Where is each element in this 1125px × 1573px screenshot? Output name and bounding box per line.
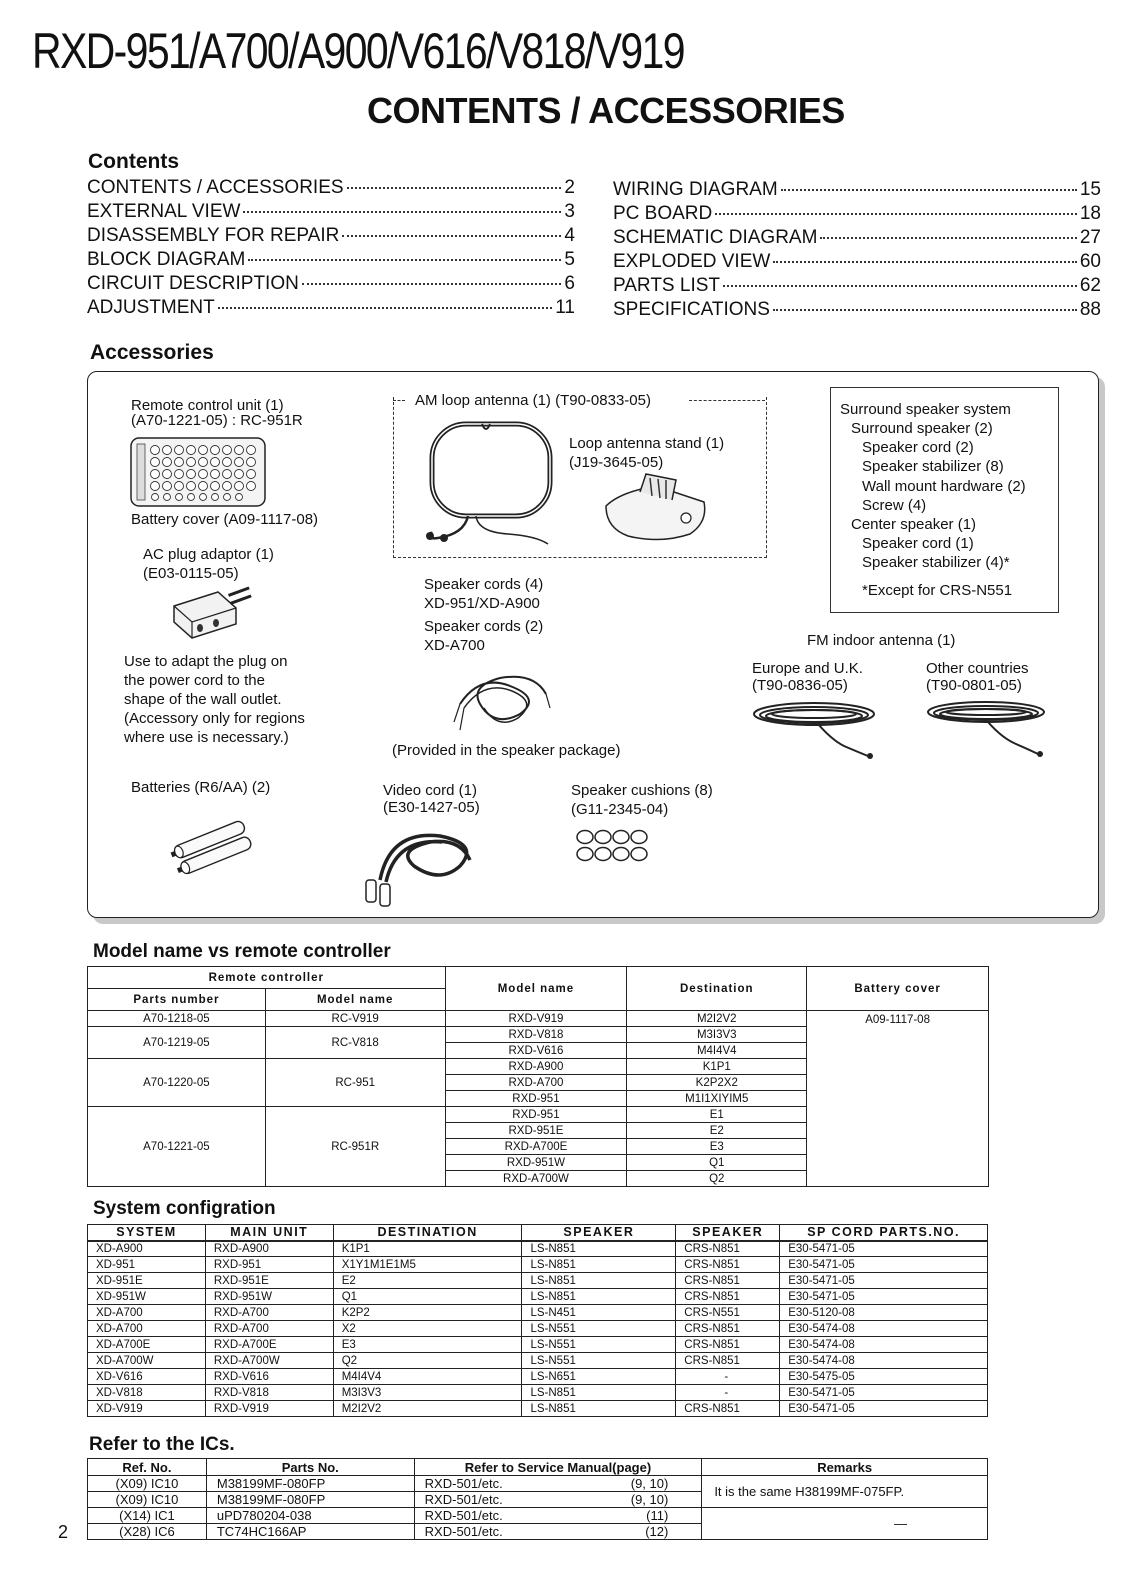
cell: Q1: [333, 1289, 522, 1305]
ac-plug-label: AC plug adaptor (1): [143, 546, 274, 563]
ac-note-line: (Accessory only for regions: [124, 710, 305, 727]
cell: CRS-N551: [676, 1305, 780, 1321]
model-cell: RXD-A900: [445, 1059, 627, 1075]
remote-group-header: Remote controller: [88, 967, 446, 989]
loop-stand-part: (J19-3645-05): [569, 454, 664, 471]
toc-leader: [302, 283, 562, 285]
cell: LS-N651: [522, 1369, 676, 1385]
cell: CRS-N851: [676, 1337, 780, 1353]
toc-leader: [248, 259, 561, 261]
toc-label: CONTENTS / ACCESSORIES: [87, 177, 344, 198]
cell: XD-V616: [88, 1369, 206, 1385]
battery-cover-cell: A09-1117-08: [807, 1011, 989, 1187]
model-name-header: Model name: [445, 967, 627, 1011]
system-configuration-table: [87, 1224, 988, 1417]
toc-page: 3: [564, 201, 575, 222]
accessories-heading: Accessories: [90, 341, 214, 364]
toc-page: 5: [564, 249, 575, 270]
cell: RXD-951: [205, 1257, 333, 1273]
cell: Q2: [333, 1353, 522, 1369]
speaker-cords-line: XD-951/XD-A900: [424, 595, 540, 612]
provided-note: (Provided in the speaker package): [392, 742, 621, 759]
cell: LS-N851: [522, 1273, 676, 1289]
toc-page: 18: [1079, 203, 1101, 224]
toc-leader: [715, 213, 1077, 215]
toc-item: [613, 227, 1101, 249]
table-row: [88, 1305, 988, 1321]
cell: K1P1: [333, 1241, 522, 1257]
toc-page: 11: [555, 297, 575, 318]
model-cell: RXD-951: [445, 1091, 627, 1107]
toc-label: SPECIFICATIONS: [613, 299, 770, 320]
cell: E30-5471-05: [780, 1385, 988, 1401]
remote-controller-table: [87, 966, 989, 1187]
cell: E30-5471-05: [780, 1257, 988, 1273]
cell: RXD-951E: [205, 1273, 333, 1289]
remote-model-cell: RC-V919: [265, 1011, 445, 1027]
cell: LS-N851: [522, 1257, 676, 1273]
model-cell: RXD-V919: [445, 1011, 627, 1027]
cell: E30-5471-05: [780, 1273, 988, 1289]
speaker-cords-illustration: [450, 664, 554, 736]
surround-line: Wall mount hardware (2): [862, 478, 1026, 495]
part-cell: M38199MF-080FP: [206, 1476, 414, 1492]
ref-cell: (X14) IC1: [88, 1508, 207, 1524]
am-loop-antenna-illustration: [418, 420, 558, 550]
table-row: [88, 1385, 988, 1401]
remote-model-cell: RC-951: [265, 1059, 445, 1107]
ic-reference-table: [87, 1458, 988, 1540]
cell: CRS-N851: [676, 1273, 780, 1289]
col-header: SYSTEM: [88, 1225, 206, 1241]
cell: XD-A700E: [88, 1337, 206, 1353]
table-row: [88, 1353, 988, 1369]
manual-page: (9, 10): [630, 1492, 669, 1507]
toc-leader: [781, 189, 1077, 191]
toc-leader: [723, 285, 1077, 287]
remote-model-cell: RC-951R: [265, 1107, 445, 1187]
toc-item: [87, 273, 575, 295]
cell: LS-N451: [522, 1305, 676, 1321]
cell: E30-5474-08: [780, 1321, 988, 1337]
destination-cell: Q1: [627, 1155, 807, 1171]
system-table-heading: System configration: [93, 1198, 276, 1219]
cell: XD-A700: [88, 1305, 206, 1321]
toc-item: [87, 201, 575, 223]
am-antenna-label: AM loop antenna (1) (T90-0833-05): [415, 392, 651, 409]
cell: CRS-N851: [676, 1401, 780, 1417]
surround-line: Speaker stabilizer (4)*: [862, 554, 1010, 571]
model-cell: RXD-951E: [445, 1123, 627, 1139]
toc-item: [87, 177, 575, 199]
cell: M3I3V3: [333, 1385, 522, 1401]
cell: RXD-A700W: [205, 1353, 333, 1369]
destination-cell: E3: [627, 1139, 807, 1155]
remote-table-heading: Model name vs remote controller: [93, 941, 391, 962]
contents-heading: Contents: [88, 150, 179, 173]
destination-cell: M1I1XIYIM5: [627, 1091, 807, 1107]
cell: XD-V818: [88, 1385, 206, 1401]
surround-line: Surround speaker (2): [851, 420, 993, 437]
manual-cell: [414, 1524, 702, 1540]
video-cord-part: (E30-1427-05): [383, 799, 480, 816]
cell: XD-951W: [88, 1289, 206, 1305]
model-cell: RXD-A700: [445, 1075, 627, 1091]
col-header: SPEAKER: [522, 1225, 676, 1241]
manual-cell: [414, 1492, 702, 1508]
remote-part-cell: A70-1220-05: [88, 1059, 266, 1107]
destination-cell: E2: [627, 1123, 807, 1139]
cell: RXD-A700: [205, 1321, 333, 1337]
toc-label: WIRING DIAGRAM: [613, 179, 778, 200]
manual-name: RXD-501/etc.: [424, 1492, 503, 1507]
table-row: [88, 1273, 988, 1289]
cushions-part: (G11-2345-04): [571, 801, 669, 818]
toc-label: ADJUSTMENT: [87, 297, 215, 318]
fm-europe-part: (T90-0836-05): [752, 677, 848, 694]
toc-page: 15: [1079, 179, 1101, 200]
fm-other-part: (T90-0801-05): [926, 677, 1022, 694]
model-cell: RXD-951W: [445, 1155, 627, 1171]
toc-label: EXPLODED VIEW: [613, 251, 771, 272]
cell: LS-N851: [522, 1241, 676, 1257]
table-row: [88, 1241, 988, 1257]
cell: E3: [333, 1337, 522, 1353]
table-row: [88, 1011, 989, 1027]
toc-page: 60: [1079, 251, 1101, 272]
cell: RXD-A900: [205, 1241, 333, 1257]
model-cell: RXD-V818: [445, 1027, 627, 1043]
loop-antenna-stand-illustration: [600, 468, 712, 546]
ic-table-heading: Refer to the ICs.: [89, 1434, 235, 1455]
ref-cell: (X09) IC10: [88, 1492, 207, 1508]
cell: M4I4V4: [333, 1369, 522, 1385]
cell: XD-A700W: [88, 1353, 206, 1369]
loop-stand-label: Loop antenna stand (1): [569, 435, 725, 452]
table-row: [88, 1321, 988, 1337]
cell: E30-5471-05: [780, 1289, 988, 1305]
cell: RXD-A700: [205, 1305, 333, 1321]
cell: RXD-V616: [205, 1369, 333, 1385]
toc-label: PC BOARD: [613, 203, 713, 224]
remote-part-cell: A70-1218-05: [88, 1011, 266, 1027]
surround-line: Speaker stabilizer (8): [862, 458, 1004, 475]
ac-note-line: where use is necessary.): [124, 729, 289, 746]
cell: LS-N851: [522, 1385, 676, 1401]
cell: E30-5471-05: [780, 1241, 988, 1257]
speaker-cords-line: Speaker cords (4): [424, 576, 544, 593]
cell: CRS-N851: [676, 1289, 780, 1305]
toc-item: [87, 297, 575, 319]
toc-page: 2: [564, 177, 575, 198]
fm-antenna-other-illustration: [922, 694, 1062, 762]
toc-leader: [218, 307, 553, 309]
cell: -: [676, 1369, 780, 1385]
parts-number-header: Parts number: [88, 989, 266, 1011]
destination-header: Destination: [627, 967, 807, 1011]
toc-page: 88: [1079, 299, 1101, 320]
battery-cover-header: Battery cover: [807, 967, 989, 1011]
model-cell: RXD-V616: [445, 1043, 627, 1059]
toc-label: SCHEMATIC DIAGRAM: [613, 227, 818, 248]
batteries-illustration: [166, 820, 262, 876]
model-header: RXD-951/A700/A900/V616/V818/V919: [32, 23, 684, 79]
remote-part-cell: A70-1221-05: [88, 1107, 266, 1187]
dashed-segment: [689, 400, 765, 401]
toc-page: 4: [564, 225, 575, 246]
model-cell: RXD-A700W: [445, 1171, 627, 1187]
cell: RXD-V919: [205, 1401, 333, 1417]
toc-leader: [773, 261, 1077, 263]
batteries-label: Batteries (R6/AA) (2): [131, 779, 271, 796]
table-row: [88, 1337, 988, 1353]
col-header: Ref. No.: [88, 1459, 207, 1476]
speaker-cushions-illustration: [576, 828, 648, 864]
toc-item: [613, 251, 1101, 273]
surround-line: Screw (4): [862, 497, 927, 514]
ref-cell: (X09) IC10: [88, 1476, 207, 1492]
cell: CRS-N851: [676, 1353, 780, 1369]
model-cell: RXD-A700E: [445, 1139, 627, 1155]
toc-item: [613, 275, 1101, 297]
cell: X1Y1M1E1M5: [333, 1257, 522, 1273]
table-row: [88, 1289, 988, 1305]
col-header: MAIN UNIT: [205, 1225, 333, 1241]
cell: RXD-V818: [205, 1385, 333, 1401]
remote-unit-label: Remote control unit (1): [131, 397, 284, 414]
table-row: [88, 1508, 988, 1524]
manual-page: (11): [646, 1508, 669, 1523]
ac-plug-part: (E03-0115-05): [143, 565, 239, 582]
cell: XD-A900: [88, 1241, 206, 1257]
cell: LS-N551: [522, 1337, 676, 1353]
model-cell: RXD-951: [445, 1107, 627, 1123]
remote-control-illustration: [129, 436, 267, 508]
toc-label: CIRCUIT DESCRIPTION: [87, 273, 299, 294]
fm-other-label: Other countries: [926, 660, 1029, 677]
toc-page: 6: [564, 273, 575, 294]
ref-cell: (X28) IC6: [88, 1524, 207, 1540]
remark-cell: It is the same H38199MF-075FP.: [702, 1476, 988, 1508]
manual-page: (9, 10): [630, 1476, 669, 1491]
cell: X2: [333, 1321, 522, 1337]
video-cord-illustration: [360, 820, 486, 908]
destination-cell: Q2: [627, 1171, 807, 1187]
cell: LS-N851: [522, 1289, 676, 1305]
cell: LS-N551: [522, 1353, 676, 1369]
page-number: 2: [58, 1522, 69, 1542]
toc-item: [613, 179, 1101, 201]
table-row: [88, 1369, 988, 1385]
table-row: [88, 1401, 988, 1417]
table-row: [88, 1476, 988, 1492]
cell: K2P2: [333, 1305, 522, 1321]
remote-model-cell: RC-V818: [265, 1027, 445, 1059]
table-row: [88, 1257, 988, 1273]
surround-line: Center speaker (1): [851, 516, 977, 533]
toc-leader: [347, 187, 562, 189]
fm-antenna-europe-illustration: [748, 694, 888, 762]
cell: E2: [333, 1273, 522, 1289]
toc-item: [613, 299, 1101, 321]
destination-cell: K1P1: [627, 1059, 807, 1075]
col-header: SPEAKER: [676, 1225, 780, 1241]
surround-line: Speaker cord (1): [862, 535, 974, 552]
part-cell: M38199MF-080FP: [206, 1492, 414, 1508]
toc-item: [87, 225, 575, 247]
fm-antenna-label: FM indoor antenna (1): [807, 632, 956, 649]
cell: CRS-N851: [676, 1321, 780, 1337]
toc-item: [613, 203, 1101, 225]
speaker-cords-line: Speaker cords (2): [424, 618, 544, 635]
cell: XD-951: [88, 1257, 206, 1273]
part-cell: TC74HC166AP: [206, 1524, 414, 1540]
manual-name: RXD-501/etc.: [424, 1508, 503, 1523]
cell: LS-N551: [522, 1321, 676, 1337]
col-header: Parts No.: [206, 1459, 414, 1476]
remote-unit-part: (A70-1221-05) : RC-951R: [131, 412, 303, 429]
video-cord-label: Video cord (1): [383, 782, 477, 799]
manual-name: RXD-501/etc.: [424, 1476, 503, 1491]
cell: E30-5474-08: [780, 1337, 988, 1353]
cell: E30-5120-08: [780, 1305, 988, 1321]
part-cell: uPD780204-038: [206, 1508, 414, 1524]
toc-page: 27: [1079, 227, 1101, 248]
surround-line: Surround speaker system: [840, 401, 1011, 418]
destination-cell: M3I3V3: [627, 1027, 807, 1043]
cell: -: [676, 1385, 780, 1401]
toc-leader: [243, 211, 561, 213]
destination-cell: M2I2V2: [627, 1011, 807, 1027]
remote-model-header: Model name: [265, 989, 445, 1011]
toc-label: DISASSEMBLY FOR REPAIR: [87, 225, 340, 246]
remote-part-cell: A70-1219-05: [88, 1027, 266, 1059]
destination-cell: K2P2X2: [627, 1075, 807, 1091]
fm-europe-label: Europe and U.K.: [752, 660, 863, 677]
cushions-label: Speaker cushions (8): [571, 782, 713, 799]
ac-note-line: Use to adapt the plug on: [124, 653, 288, 670]
toc-leader: [342, 235, 561, 237]
surround-line: *Except for CRS-N551: [862, 582, 1013, 599]
col-header: SP CORD PARTS.NO.: [780, 1225, 988, 1241]
toc-leader: [820, 237, 1076, 239]
cell: RXD-951W: [205, 1289, 333, 1305]
ac-note-line: the power cord to the: [124, 672, 265, 689]
cell: E30-5474-08: [780, 1353, 988, 1369]
dashed-segment: [393, 400, 405, 401]
cell: XD-A700: [88, 1321, 206, 1337]
toc-page: 62: [1079, 275, 1101, 296]
cell: E30-5471-05: [780, 1401, 988, 1417]
toc-leader: [773, 309, 1077, 311]
speaker-cords-line: XD-A700: [424, 637, 485, 654]
remark-cell: —: [702, 1508, 988, 1540]
ac-note-line: shape of the wall outlet.: [124, 691, 282, 708]
toc-label: PARTS LIST: [613, 275, 720, 296]
cell: E30-5475-05: [780, 1369, 988, 1385]
ac-plug-adaptor-illustration: [166, 584, 258, 642]
col-header: DESTINATION: [333, 1225, 522, 1241]
battery-cover-label: Battery cover (A09-1117-08): [131, 511, 319, 528]
surround-line: Speaker cord (2): [862, 439, 974, 456]
manual-name: RXD-501/etc.: [424, 1524, 503, 1539]
manual-cell: [414, 1476, 702, 1492]
toc-label: EXTERNAL VIEW: [87, 201, 241, 222]
cell: XD-951E: [88, 1273, 206, 1289]
cell: LS-N851: [522, 1401, 676, 1417]
col-header: Remarks: [702, 1459, 988, 1476]
manual-cell: [414, 1508, 702, 1524]
cell: XD-V919: [88, 1401, 206, 1417]
cell: CRS-N851: [676, 1241, 780, 1257]
cell: RXD-A700E: [205, 1337, 333, 1353]
manual-page: (12): [645, 1524, 669, 1539]
toc-item: [87, 249, 575, 271]
col-header: Refer to Service Manual(page): [414, 1459, 702, 1476]
toc-label: BLOCK DIAGRAM: [87, 249, 246, 270]
destination-cell: E1: [627, 1107, 807, 1123]
cell: M2I2V2: [333, 1401, 522, 1417]
cell: CRS-N851: [676, 1257, 780, 1273]
page-title: CONTENTS / ACCESSORIES: [367, 90, 845, 131]
destination-cell: M4I4V4: [627, 1043, 807, 1059]
